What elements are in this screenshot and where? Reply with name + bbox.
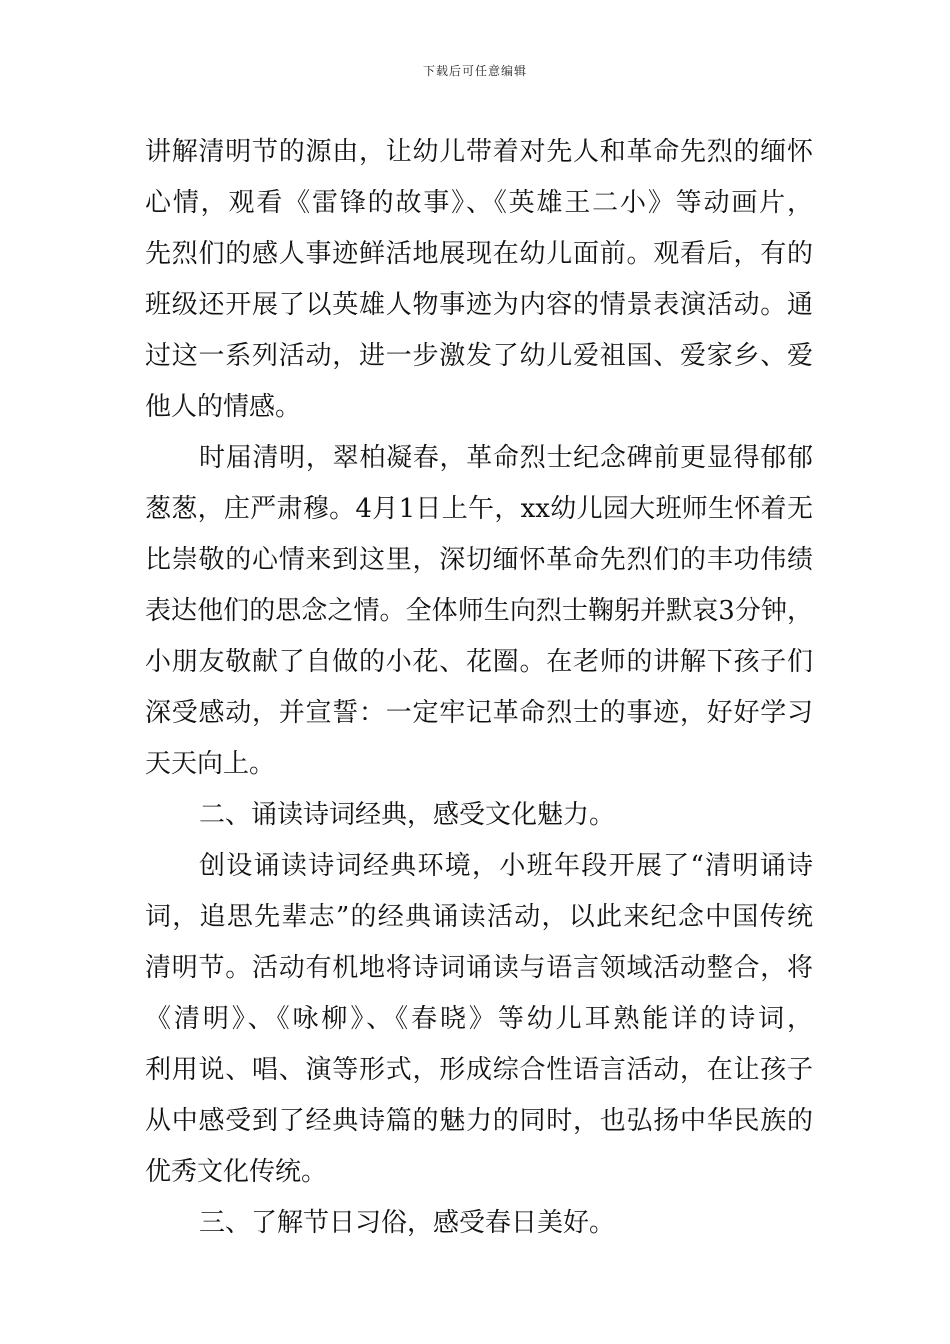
text-line: 表达他们的思念之情。全体师生向烈士鞠躬并默哀3分钟， [145, 596, 813, 626]
text-line: 利用说、唱、演等形式，形成综合性语言活动，在让孩子 [145, 1055, 813, 1085]
text-line: 时届清明，翠柏凝春，革命烈士纪念碑前更显得郁郁 [199, 443, 813, 473]
text-line: 深受感动，并宣誓：一定牢记革命烈士的事迹，好好学习 [145, 698, 813, 728]
text-line: 讲解清明节的源由，让幼儿带着对先人和革命先烈的缅怀 [145, 137, 813, 167]
text-line: 过这一系列活动，进一步激发了幼儿爱祖国、爱家乡、爱 [145, 341, 813, 371]
text-line: 班级还开展了以英雄人物事迹为内容的情景表演活动。通 [145, 290, 813, 320]
text-line: 创设诵读诗词经典环境，小班年段开展了“清明诵诗 [199, 851, 813, 881]
text-line: 先烈们的感人事迹鲜活地展现在幼儿面前。观看后，有的 [145, 239, 813, 269]
text-line: 《清明》、《咏柳》、《春晓》等幼儿耳熟能详的诗词， [145, 1004, 813, 1034]
text-line: 词，追思先辈志”的经典诵读活动，以此来纪念中国传统 [145, 902, 813, 932]
page-header: 下载后可任意编辑 [422, 64, 527, 78]
text-line: 三、了解节日习俗，感受春日美好。 [199, 1208, 616, 1238]
text-line: 葱葱，庄严肃穆。4月1日上午，xx幼儿园大班师生怀着无 [145, 494, 813, 524]
text-line: 小朋友敬献了自做的小花、花圈。在老师的讲解下孩子们 [145, 647, 813, 677]
text-line: 比崇敬的心情来到这里，深切缅怀革命先烈们的丰功伟绩 [145, 545, 813, 575]
text-line: 天天向上。 [145, 749, 276, 779]
text-line: 心情，观看《雷锋的故事》、《英雄王二小》等动画片， [145, 188, 813, 218]
text-line: 清明节。活动有机地将诗词诵读与语言领域活动整合，将 [145, 953, 813, 983]
text-line: 从中感受到了经典诗篇的魅力的同时，也弘扬中华民族的 [145, 1106, 813, 1136]
text-line: 他人的情感。 [145, 392, 302, 422]
text-line: 二、诵读诗词经典，感受文化魅力。 [199, 800, 616, 830]
document-body [145, 127, 813, 1249]
text-line: 优秀文化传统。 [145, 1157, 328, 1187]
